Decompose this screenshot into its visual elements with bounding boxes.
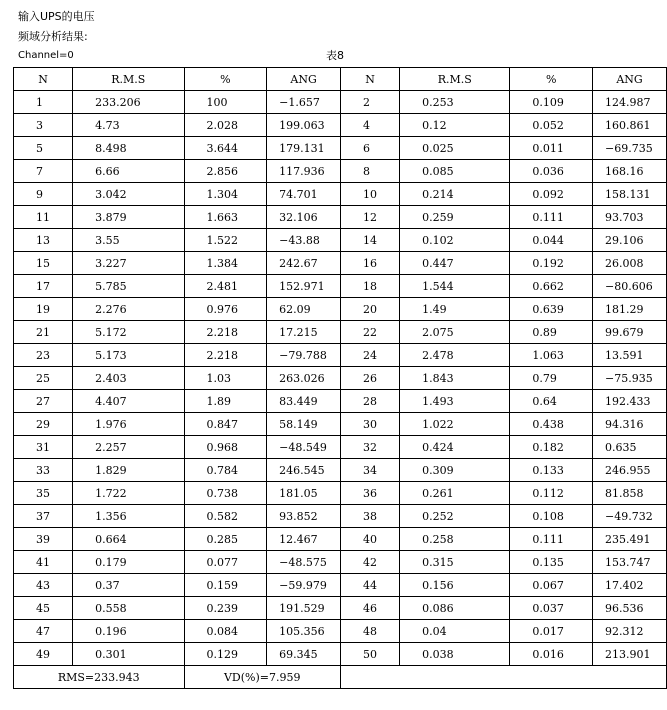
cell-ang: −1.657 <box>267 91 341 114</box>
cell-n: 36 <box>341 482 400 505</box>
cell-n: 12 <box>341 206 400 229</box>
col-header-n: N <box>341 68 400 91</box>
cell-percent: 0.438 <box>510 413 593 436</box>
cell-n: 11 <box>14 206 73 229</box>
vd-total: VD(%)=7.959 <box>184 666 341 689</box>
cell-ang: 74.701 <box>267 183 341 206</box>
table-row <box>14 298 667 321</box>
cell-rms: 0.086 <box>400 597 510 620</box>
col-header-rms: R.M.S <box>73 68 184 91</box>
cell-rms: 0.258 <box>400 528 510 551</box>
cell-rms: 0.261 <box>400 482 510 505</box>
cell-rms: 3.55 <box>73 229 184 252</box>
table-row <box>14 114 667 137</box>
cell-ang: 246.955 <box>593 459 667 482</box>
cell-percent: 0.64 <box>510 390 593 413</box>
cell-ang: 235.491 <box>593 528 667 551</box>
cell-rms: 5.785 <box>73 275 184 298</box>
cell-ang: 32.106 <box>267 206 341 229</box>
cell-percent: 0.112 <box>510 482 593 505</box>
cell-rms: 0.179 <box>73 551 184 574</box>
cell-ang: 160.861 <box>593 114 667 137</box>
cell-ang: 96.536 <box>593 597 667 620</box>
cell-ang: 158.131 <box>593 183 667 206</box>
cell-percent: 0.582 <box>184 505 267 528</box>
table-row <box>14 574 667 597</box>
cell-rms: 0.12 <box>400 114 510 137</box>
cell-rms: 1.843 <box>400 367 510 390</box>
cell-n: 24 <box>341 344 400 367</box>
harmonic-table <box>13 67 667 689</box>
cell-n: 30 <box>341 413 400 436</box>
cell-percent: 1.384 <box>184 252 267 275</box>
cell-rms: 1.829 <box>73 459 184 482</box>
table-row <box>14 505 667 528</box>
table-row <box>14 620 667 643</box>
col-header-percent: % <box>184 68 267 91</box>
cell-percent: 0.192 <box>510 252 593 275</box>
cell-rms: 2.075 <box>400 321 510 344</box>
cell-percent: 0.052 <box>510 114 593 137</box>
cell-rms: 1.976 <box>73 413 184 436</box>
cell-rms: 233.206 <box>73 91 184 114</box>
cell-n: 50 <box>341 643 400 666</box>
cell-ang: −59.979 <box>267 574 341 597</box>
cell-rms: 2.478 <box>400 344 510 367</box>
cell-percent: 0.784 <box>184 459 267 482</box>
cell-percent: 1.663 <box>184 206 267 229</box>
cell-ang: 99.679 <box>593 321 667 344</box>
cell-percent: 1.89 <box>184 390 267 413</box>
table-row <box>14 137 667 160</box>
cell-ang: 168.16 <box>593 160 667 183</box>
cell-ang: 12.467 <box>267 528 341 551</box>
cell-n: 16 <box>341 252 400 275</box>
cell-n: 23 <box>14 344 73 367</box>
cell-percent: 0.738 <box>184 482 267 505</box>
cell-percent: 0.133 <box>510 459 593 482</box>
cell-rms: 2.257 <box>73 436 184 459</box>
cell-rms: 8.498 <box>73 137 184 160</box>
cell-percent: 0.976 <box>184 298 267 321</box>
cell-percent: 3.644 <box>184 137 267 160</box>
cell-rms: 0.558 <box>73 597 184 620</box>
cell-ang: 152.971 <box>267 275 341 298</box>
table-row <box>14 528 667 551</box>
cell-ang: 191.529 <box>267 597 341 620</box>
table-row <box>14 482 667 505</box>
cell-ang: 94.316 <box>593 413 667 436</box>
cell-n: 29 <box>14 413 73 436</box>
cell-percent: 0.017 <box>510 620 593 643</box>
cell-percent: 0.662 <box>510 275 593 298</box>
cell-ang: 81.858 <box>593 482 667 505</box>
cell-percent: 0.285 <box>184 528 267 551</box>
cell-rms: 2.403 <box>73 367 184 390</box>
cell-rms: 3.879 <box>73 206 184 229</box>
cell-ang: 105.356 <box>267 620 341 643</box>
cell-percent: 0.79 <box>510 367 593 390</box>
table-row <box>14 229 667 252</box>
col-header-ang: ANG <box>267 68 341 91</box>
cell-n: 13 <box>14 229 73 252</box>
cell-percent: 0.016 <box>510 643 593 666</box>
cell-n: 21 <box>14 321 73 344</box>
cell-ang: 17.215 <box>267 321 341 344</box>
cell-rms: 3.227 <box>73 252 184 275</box>
cell-percent: 0.044 <box>510 229 593 252</box>
cell-rms: 1.022 <box>400 413 510 436</box>
cell-ang: −48.549 <box>267 436 341 459</box>
cell-percent: 0.182 <box>510 436 593 459</box>
cell-n: 39 <box>14 528 73 551</box>
cell-rms: 0.04 <box>400 620 510 643</box>
cell-percent: 0.135 <box>510 551 593 574</box>
cell-rms: 0.025 <box>400 137 510 160</box>
cell-rms: 1.544 <box>400 275 510 298</box>
cell-n: 44 <box>341 574 400 597</box>
rms-total: RMS=233.943 <box>14 666 185 689</box>
cell-rms: 0.447 <box>400 252 510 275</box>
cell-ang: 62.09 <box>267 298 341 321</box>
table-row <box>14 321 667 344</box>
cell-ang: 124.987 <box>593 91 667 114</box>
cell-percent: 1.03 <box>184 367 267 390</box>
cell-percent: 0.077 <box>184 551 267 574</box>
cell-rms: 0.085 <box>400 160 510 183</box>
cell-n: 17 <box>14 275 73 298</box>
cell-n: 42 <box>341 551 400 574</box>
cell-percent: 0.109 <box>510 91 593 114</box>
cell-percent: 0.968 <box>184 436 267 459</box>
summary-row <box>14 666 667 689</box>
cell-n: 48 <box>341 620 400 643</box>
cell-percent: 2.028 <box>184 114 267 137</box>
cell-percent: 100 <box>184 91 267 114</box>
cell-rms: 3.042 <box>73 183 184 206</box>
analysis-subtitle: 频域分析结果: <box>18 30 88 43</box>
col-header-percent: % <box>510 68 593 91</box>
cell-percent: 2.218 <box>184 344 267 367</box>
cell-n: 33 <box>14 459 73 482</box>
cell-percent: 0.639 <box>510 298 593 321</box>
cell-percent: 0.129 <box>184 643 267 666</box>
cell-ang: −49.732 <box>593 505 667 528</box>
cell-n: 28 <box>341 390 400 413</box>
table-row <box>14 160 667 183</box>
cell-n: 7 <box>14 160 73 183</box>
cell-ang: 26.008 <box>593 252 667 275</box>
cell-n: 8 <box>341 160 400 183</box>
cell-percent: 0.037 <box>510 597 593 620</box>
cell-n: 47 <box>14 620 73 643</box>
cell-n: 35 <box>14 482 73 505</box>
cell-ang: 17.402 <box>593 574 667 597</box>
cell-n: 43 <box>14 574 73 597</box>
cell-n: 18 <box>341 275 400 298</box>
cell-n: 6 <box>341 137 400 160</box>
cell-percent: 0.036 <box>510 160 593 183</box>
cell-percent: 0.847 <box>184 413 267 436</box>
cell-rms: 0.196 <box>73 620 184 643</box>
table-header-row <box>14 68 667 91</box>
cell-ang: 13.591 <box>593 344 667 367</box>
cell-ang: 29.106 <box>593 229 667 252</box>
table-row <box>14 275 667 298</box>
cell-rms: 4.73 <box>73 114 184 137</box>
table-row <box>14 183 667 206</box>
cell-rms: 5.172 <box>73 321 184 344</box>
table-row <box>14 344 667 367</box>
table-row <box>14 436 667 459</box>
cell-ang: 93.852 <box>267 505 341 528</box>
cell-ang: −80.606 <box>593 275 667 298</box>
cell-ang: −69.735 <box>593 137 667 160</box>
cell-rms: 0.038 <box>400 643 510 666</box>
cell-ang: 213.901 <box>593 643 667 666</box>
cell-percent: 2.856 <box>184 160 267 183</box>
cell-ang: −48.575 <box>267 551 341 574</box>
cell-n: 40 <box>341 528 400 551</box>
cell-percent: 2.218 <box>184 321 267 344</box>
cell-ang: 199.063 <box>267 114 341 137</box>
cell-n: 26 <box>341 367 400 390</box>
cell-n: 38 <box>341 505 400 528</box>
cell-rms: 1.493 <box>400 390 510 413</box>
col-header-n: N <box>14 68 73 91</box>
cell-ang: −75.935 <box>593 367 667 390</box>
cell-n: 27 <box>14 390 73 413</box>
cell-ang: 93.703 <box>593 206 667 229</box>
cell-percent: 0.89 <box>510 321 593 344</box>
cell-n: 9 <box>14 183 73 206</box>
cell-rms: 2.276 <box>73 298 184 321</box>
cell-n: 20 <box>341 298 400 321</box>
cell-percent: 0.084 <box>184 620 267 643</box>
cell-rms: 6.66 <box>73 160 184 183</box>
table-row <box>14 459 667 482</box>
table-row <box>14 367 667 390</box>
cell-rms: 0.156 <box>400 574 510 597</box>
table-row <box>14 643 667 666</box>
cell-n: 19 <box>14 298 73 321</box>
cell-n: 45 <box>14 597 73 620</box>
table-row <box>14 597 667 620</box>
col-header-ang: ANG <box>593 68 667 91</box>
cell-ang: 179.131 <box>267 137 341 160</box>
cell-n: 14 <box>341 229 400 252</box>
cell-percent: 0.108 <box>510 505 593 528</box>
cell-percent: 0.111 <box>510 206 593 229</box>
table-caption: 表8 <box>326 49 344 62</box>
cell-rms: 0.102 <box>400 229 510 252</box>
cell-n: 3 <box>14 114 73 137</box>
cell-percent: 0.092 <box>510 183 593 206</box>
cell-ang: 246.545 <box>267 459 341 482</box>
cell-n: 41 <box>14 551 73 574</box>
table-row <box>14 413 667 436</box>
cell-n: 37 <box>14 505 73 528</box>
cell-n: 15 <box>14 252 73 275</box>
cell-rms: 0.252 <box>400 505 510 528</box>
cell-n: 34 <box>341 459 400 482</box>
cell-ang: 117.936 <box>267 160 341 183</box>
cell-ang: 69.345 <box>267 643 341 666</box>
cell-rms: 0.214 <box>400 183 510 206</box>
channel-label: Channel=0 <box>18 50 74 61</box>
cell-percent: 0.159 <box>184 574 267 597</box>
col-header-rms: R.M.S <box>400 68 510 91</box>
table-row <box>14 206 667 229</box>
cell-rms: 0.259 <box>400 206 510 229</box>
summary-blank <box>341 666 667 689</box>
cell-ang: 58.149 <box>267 413 341 436</box>
cell-rms: 0.309 <box>400 459 510 482</box>
table-row <box>14 390 667 413</box>
cell-percent: 1.063 <box>510 344 593 367</box>
cell-n: 32 <box>341 436 400 459</box>
cell-rms: 0.424 <box>400 436 510 459</box>
cell-n: 31 <box>14 436 73 459</box>
cell-rms: 0.301 <box>73 643 184 666</box>
cell-n: 49 <box>14 643 73 666</box>
cell-ang: 83.449 <box>267 390 341 413</box>
cell-percent: 2.481 <box>184 275 267 298</box>
cell-rms: 0.37 <box>73 574 184 597</box>
document-title: 输入UPS的电压 <box>18 10 95 23</box>
cell-rms: 1.722 <box>73 482 184 505</box>
cell-n: 2 <box>341 91 400 114</box>
table-row <box>14 551 667 574</box>
cell-rms: 1.356 <box>73 505 184 528</box>
cell-percent: 0.011 <box>510 137 593 160</box>
cell-rms: 0.315 <box>400 551 510 574</box>
cell-n: 4 <box>341 114 400 137</box>
cell-n: 46 <box>341 597 400 620</box>
cell-ang: 181.29 <box>593 298 667 321</box>
cell-percent: 0.239 <box>184 597 267 620</box>
cell-n: 10 <box>341 183 400 206</box>
cell-ang: 153.747 <box>593 551 667 574</box>
cell-n: 25 <box>14 367 73 390</box>
cell-ang: 263.026 <box>267 367 341 390</box>
cell-rms: 0.664 <box>73 528 184 551</box>
cell-rms: 4.407 <box>73 390 184 413</box>
cell-ang: 192.433 <box>593 390 667 413</box>
cell-n: 5 <box>14 137 73 160</box>
cell-percent: 1.522 <box>184 229 267 252</box>
cell-percent: 0.067 <box>510 574 593 597</box>
cell-rms: 1.49 <box>400 298 510 321</box>
cell-ang: −43.88 <box>267 229 341 252</box>
table-row <box>14 91 667 114</box>
cell-ang: −79.788 <box>267 344 341 367</box>
cell-n: 1 <box>14 91 73 114</box>
cell-ang: 181.05 <box>267 482 341 505</box>
cell-ang: 92.312 <box>593 620 667 643</box>
cell-rms: 0.253 <box>400 91 510 114</box>
cell-ang: 242.67 <box>267 252 341 275</box>
cell-rms: 5.173 <box>73 344 184 367</box>
cell-ang: 0.635 <box>593 436 667 459</box>
table-row <box>14 252 667 275</box>
cell-percent: 0.111 <box>510 528 593 551</box>
cell-percent: 1.304 <box>184 183 267 206</box>
cell-n: 22 <box>341 321 400 344</box>
